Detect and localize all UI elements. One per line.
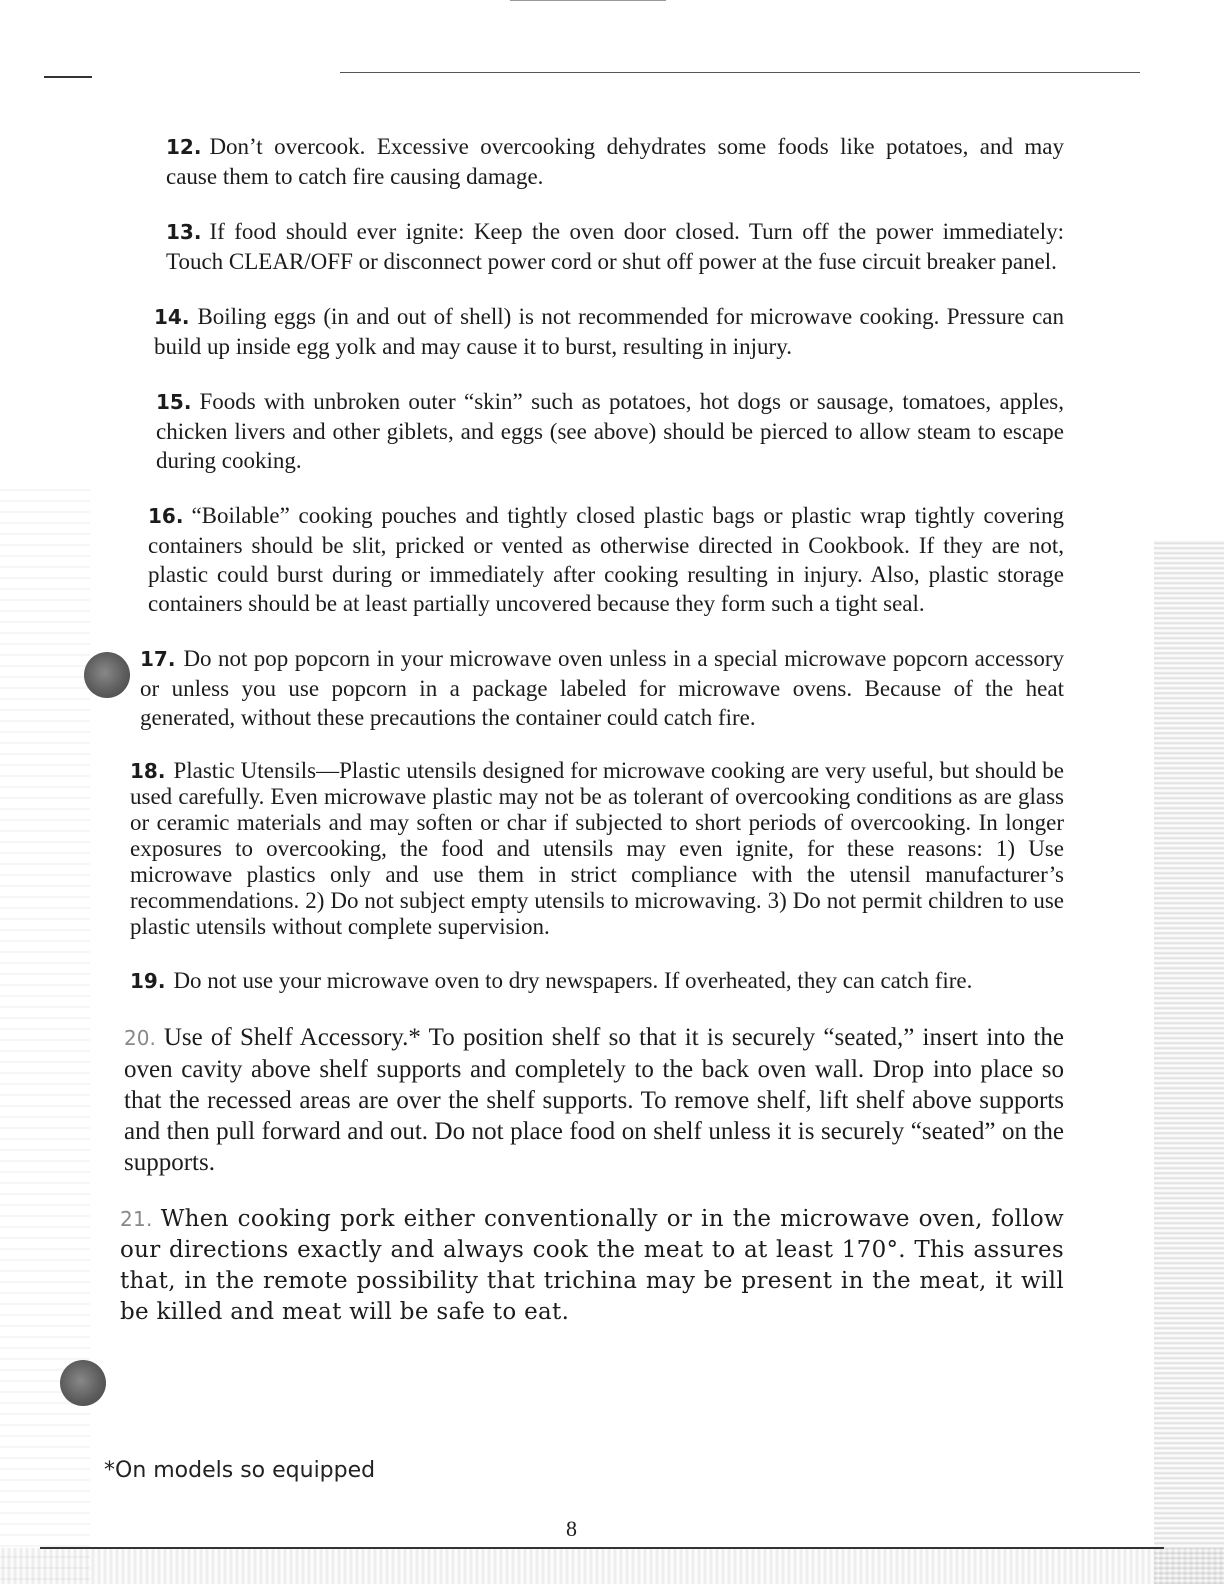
item-text: Do not pop popcorn in your microwave oven unless in a special microwave popcorn accessory or unless you use popcorn in a package labeled for microwave ovens. Because of the heat generated, without these precautions the container could catch fire. [140, 646, 1064, 730]
list-item [120, 1204, 1064, 1328]
list-item [166, 217, 1064, 276]
list-item [148, 501, 1064, 618]
page-number: 8 [566, 1516, 577, 1541]
list-item [124, 1022, 1064, 1178]
scan-edge-left [0, 480, 90, 1584]
item-number: 19. [130, 969, 166, 993]
item-text: Do not use your microwave oven to dry newspapers. If overheated, they can catch fire. [173, 968, 973, 993]
item-text: When cooking pork either conventionally or in the microwave oven, follow our directions exactly and always cook the meat to at least 170°. This assures that, in the remote possibility that trichina may be present in the meat, it will be killed and meat will be safe to eat. [120, 1206, 1064, 1325]
punch-hole-bottom [60, 1360, 106, 1406]
instruction-list [120, 132, 1064, 1354]
item-number: 16. [148, 504, 184, 528]
scan-edge-right [1154, 540, 1224, 1584]
item-number: 20. [124, 1026, 156, 1050]
item-number: 13. [166, 220, 202, 244]
list-item [154, 302, 1064, 361]
item-text: Don’t overcook. Excessive overcooking dehydrates some foods like potatoes, and may cause them to catch fire causing damage. [166, 134, 1064, 189]
list-item [130, 966, 1064, 996]
list-item [140, 644, 1064, 732]
item-text: Foods with unbroken outer “skin” such as potatoes, hot dogs or sausage, tomatoes, apples, chicken livers and other giblets, and eggs (see above) should be pierced to allow steam to escape during cooking. [156, 389, 1064, 473]
scan-rule-header [340, 72, 1140, 73]
list-item [130, 758, 1064, 940]
item-number: 17. [140, 647, 176, 671]
scan-rule-top [510, 0, 666, 1]
item-number: 15. [156, 390, 192, 414]
item-number: 14. [154, 305, 190, 329]
item-number: 21. [120, 1207, 153, 1231]
item-text: “Boilable” cooking pouches and tightly closed plastic bags or plastic wrap tightly covering containers should be slit, pricked or vented as otherwise directed in Cookbook. If they are not, plastic could burst during or immediately after cooking resulting in injury. Also, plastic storage containers should be at least partially uncovered because they form such a tight seal. [148, 503, 1064, 616]
scan-bottom-line [40, 1547, 1164, 1549]
footnote: *On models so equipped [104, 1458, 376, 1483]
item-text: Boiling eggs (in and out of shell) is not recommended for microwave cooking. Pressure can build up inside egg yolk and may cause it to burst, resulting in injury. [154, 304, 1064, 359]
list-item [156, 387, 1064, 475]
item-text: Plastic Utensils—Plastic utensils designed for microwave cooking are very useful, but should be used carefully. Even microwave plastic may not be as tolerant of overcooking conditions as are glass or ceramic materials and may soften or char if subjected to short periods of overcooking. In longer exposures to overcooking, the food and utensils may even ignite, for these reasons: 1) Use microwave plastics only and use them in strict compliance with the utensil manufacturer’s recommendations. 2) Do not subject empty utensils to microwaving. 3) Do not permit children to use plastic utensils without complete supervision. [130, 758, 1064, 939]
item-text: Use of Shelf Accessory.* To position shelf so that it is securely “seated,” insert into the oven cavity above shelf supports and completely to the back oven wall. Drop into place so that the recessed areas are over the shelf supports. To remove shelf, lift shelf above supports and then pull forward and out. Do not place food on shelf unless it is securely “seated” on the supports. [124, 1024, 1064, 1176]
item-number: 18. [130, 759, 166, 783]
item-number: 12. [166, 135, 202, 159]
list-item [166, 132, 1064, 191]
item-text: If food should ever ignite: Keep the oven door closed. Turn off the power immediately: Touch CLEAR/OFF or disconnect power cord or shut off power at the fuse circuit breaker panel. [166, 219, 1064, 274]
scan-edge-bottom [0, 1548, 1224, 1584]
punch-hole-top [84, 652, 130, 698]
scan-rule-left [44, 76, 92, 78]
